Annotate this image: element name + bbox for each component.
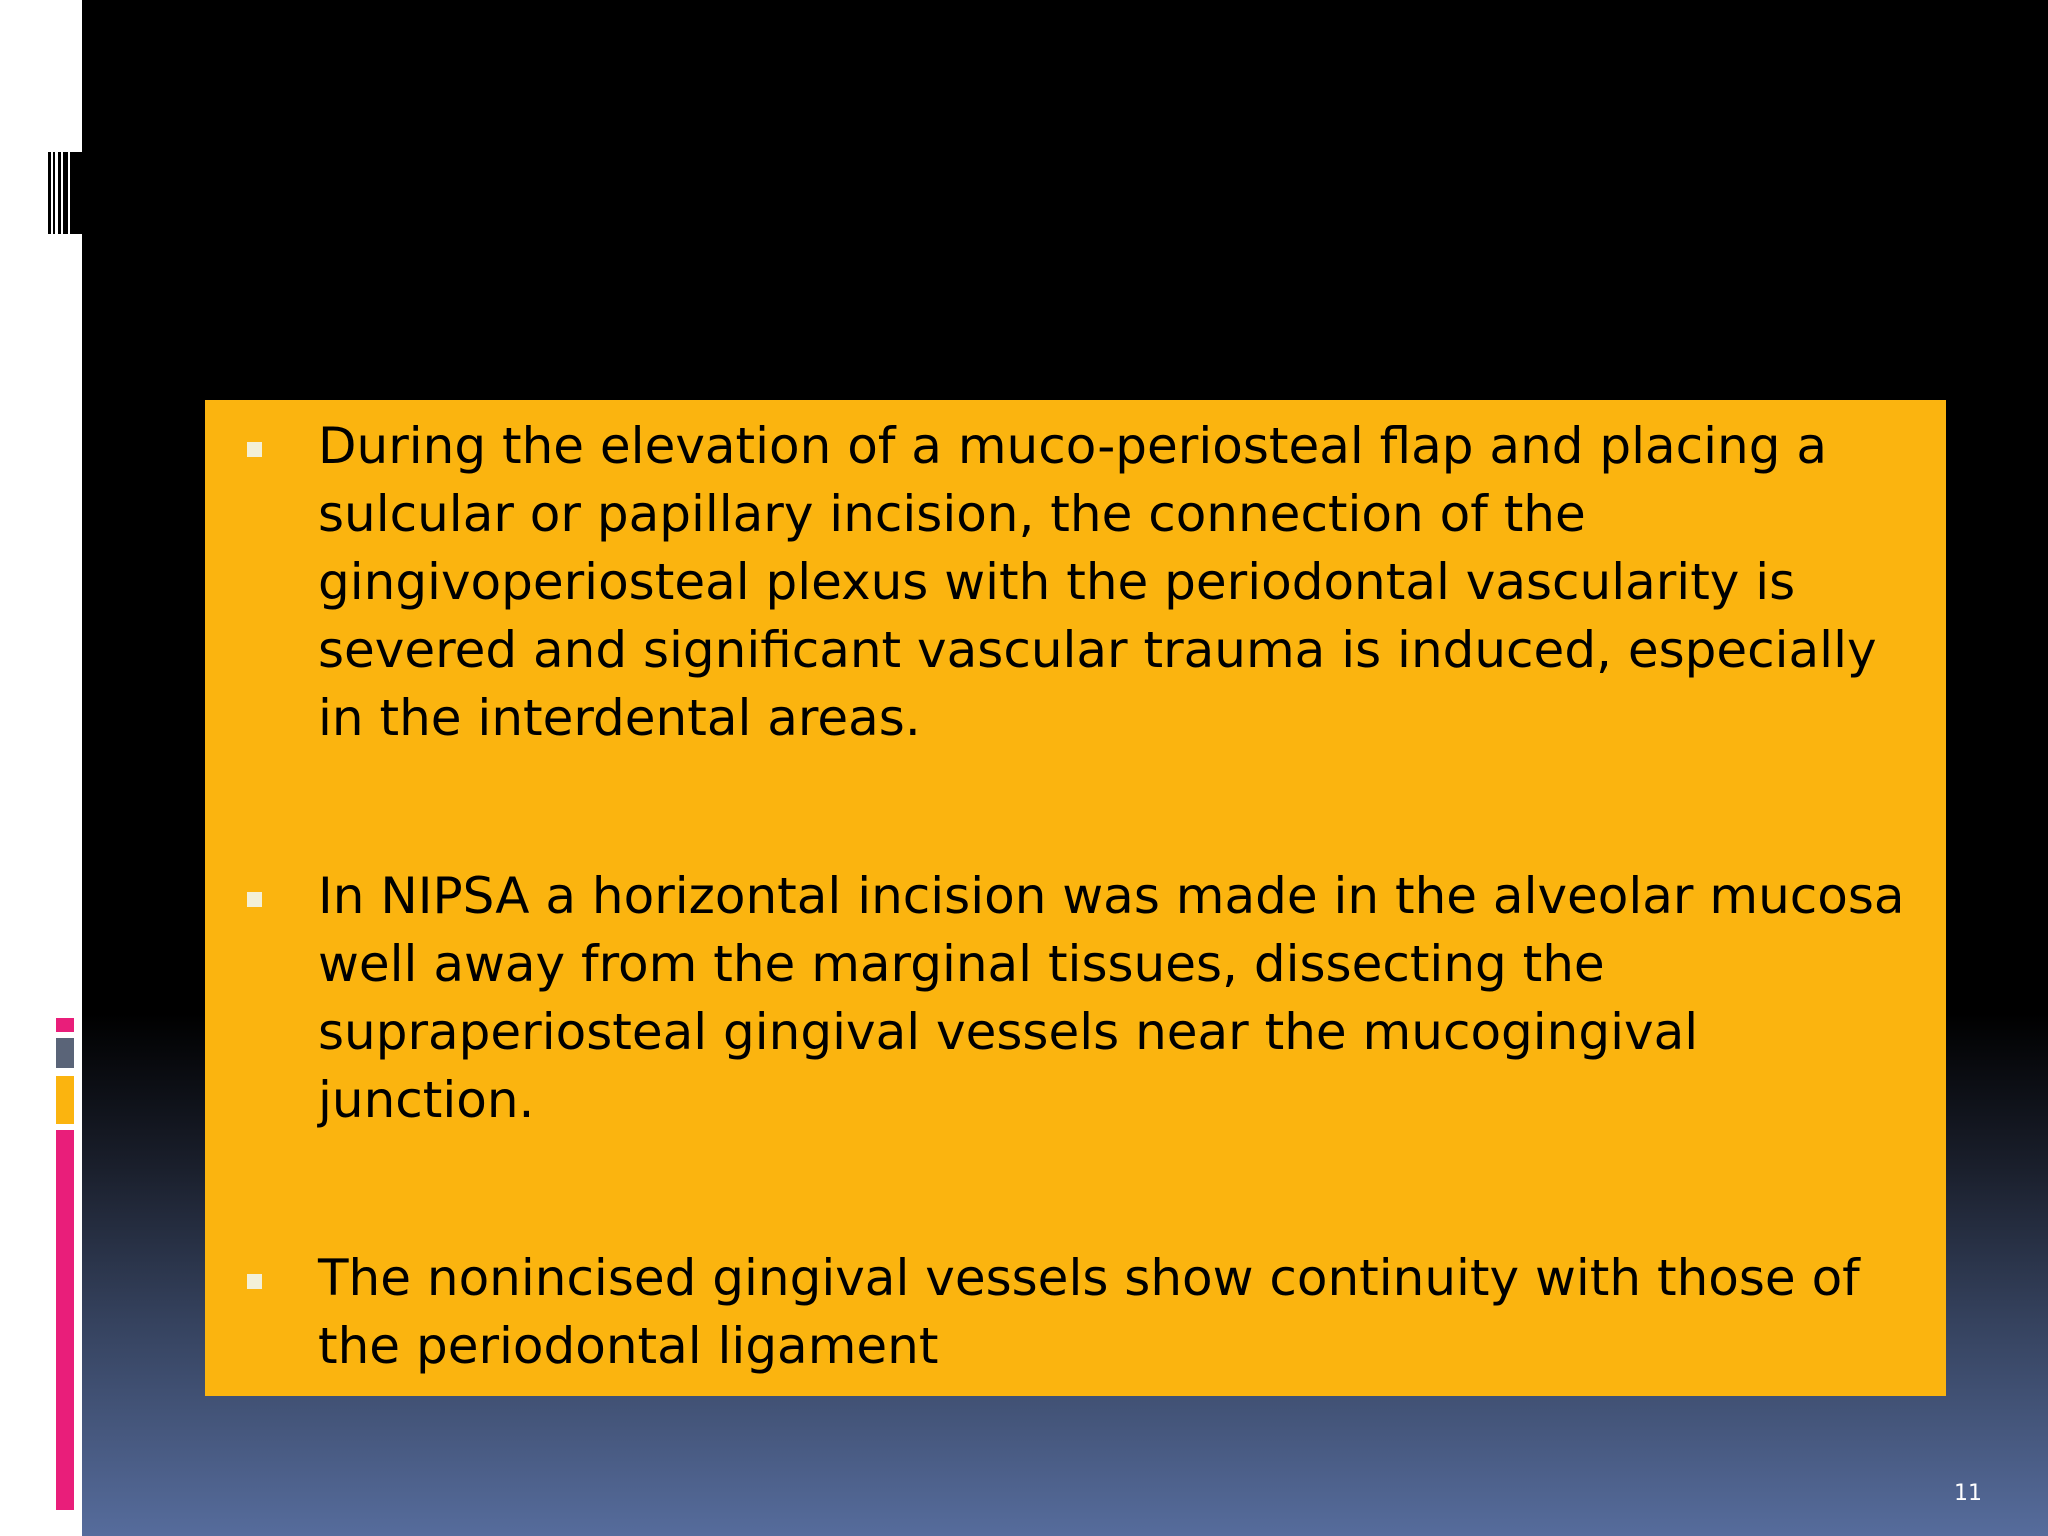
- square-bullet-icon: [247, 892, 262, 907]
- left-decor-strip: [0, 0, 82, 1536]
- page-number: 11: [1954, 1481, 1982, 1506]
- content-box: [205, 400, 1946, 1396]
- accent-bar-slate: [56, 1038, 74, 1068]
- square-bullet-icon: [247, 442, 262, 457]
- accent-bar-pink-large: [56, 1130, 74, 1510]
- bullet-text: In NIPSA a horizontal incision was made in the alveolar mucosa well away from the marginal tissues, dissecting the supraperiosteal gingival vessels near the mucogingival junction.: [318, 867, 1905, 1129]
- bullet-item: [205, 1244, 1906, 1380]
- accent-bar-gold: [56, 1076, 74, 1124]
- accent-bar-pink-small: [56, 1018, 74, 1032]
- bullet-text: The nonincised gingival vessels show continuity with those of the periodontal ligament: [318, 1249, 1860, 1375]
- bullet-item: [205, 412, 1906, 752]
- barcode-decoration: [48, 152, 82, 234]
- bullet-item: [205, 862, 1906, 1134]
- bullet-text: During the elevation of a muco-periosteal flap and placing a sulcular or papillary incision, the connection of the gingivoperiosteal plexus with the periodontal vascularity is severed and significant vascular trauma is induced, especially in the interdental areas.: [318, 417, 1877, 747]
- square-bullet-icon: [247, 1274, 262, 1289]
